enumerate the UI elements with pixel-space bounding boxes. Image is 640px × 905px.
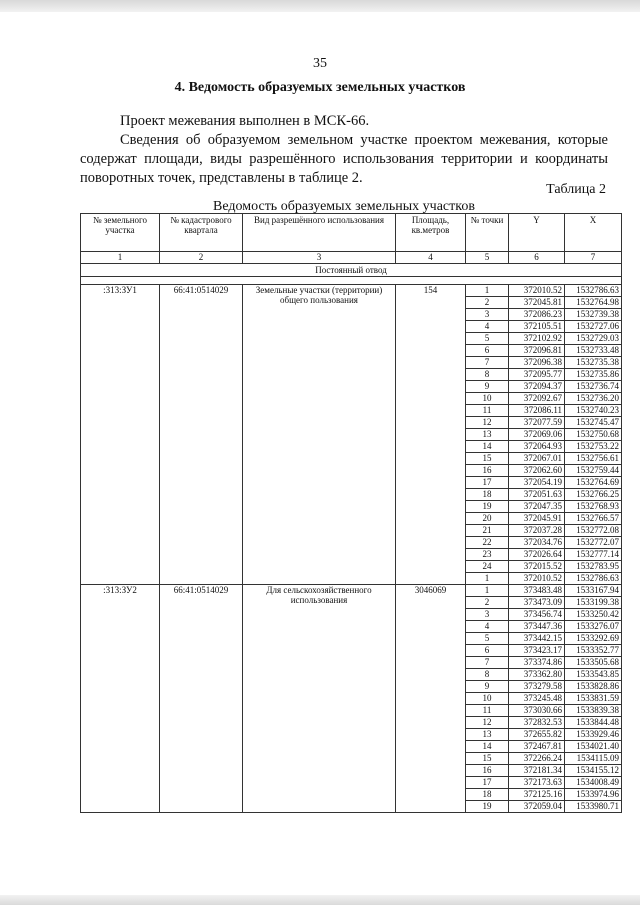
coord-y: 372181.34: [509, 765, 565, 777]
scan-edge-top: [0, 0, 640, 12]
coord-y: 372054.19: [509, 477, 565, 489]
coord-y: 373447.36: [509, 621, 565, 633]
coord-x: 1532736.20: [565, 393, 622, 405]
point-number: 8: [466, 369, 509, 381]
section-title: 4. Ведомость образуемых земельных участков: [174, 80, 466, 95]
point-number: 7: [466, 357, 509, 369]
coord-y: 372059.04: [509, 801, 565, 813]
column-number: 3: [243, 252, 396, 264]
coord-x: 1533352.77: [565, 645, 622, 657]
coord-y: 373245.48: [509, 693, 565, 705]
header-cadastral-quarter: № кадастрового квартала: [160, 214, 243, 252]
coord-x: 1533292.69: [565, 633, 622, 645]
coord-y: 372062.60: [509, 465, 565, 477]
coord-x: 1532750.68: [565, 429, 622, 441]
point-number: 6: [466, 345, 509, 357]
coord-x: 1532727.06: [565, 321, 622, 333]
coord-x: 1534155.12: [565, 765, 622, 777]
permitted-use: Земельные участки (территории) общего пользования: [243, 285, 396, 585]
coord-y: 373374.86: [509, 657, 565, 669]
point-number: 21: [466, 525, 509, 537]
coord-y: 372010.52: [509, 573, 565, 585]
column-number: 5: [466, 252, 509, 264]
coord-y: 372105.51: [509, 321, 565, 333]
coord-y: 372832.53: [509, 717, 565, 729]
coord-x: 1533276.07: [565, 621, 622, 633]
coord-x: 1533831.59: [565, 693, 622, 705]
point-number: 20: [466, 513, 509, 525]
coord-y: 373423.17: [509, 645, 565, 657]
point-number: 14: [466, 441, 509, 453]
coord-x: 1532756.61: [565, 453, 622, 465]
coord-y: 372125.16: [509, 789, 565, 801]
point-number: 10: [466, 393, 509, 405]
paragraph-projection: Проект межевания выполнен в МСК-66.: [120, 113, 370, 129]
coord-y: 372096.81: [509, 345, 565, 357]
point-number: 18: [466, 489, 509, 501]
section-row: [81, 264, 622, 277]
coord-x: 1533929.46: [565, 729, 622, 741]
column-number: 6: [509, 252, 565, 264]
parcel-area: 3046069: [396, 585, 466, 813]
parcels-table: [80, 213, 622, 813]
coord-y: 372045.81: [509, 297, 565, 309]
coord-y: 373362.80: [509, 669, 565, 681]
point-number: 11: [466, 405, 509, 417]
coord-y: 373442.15: [509, 633, 565, 645]
point-number: 13: [466, 729, 509, 741]
point-number: 12: [466, 717, 509, 729]
header-area: Площадь, кв.метров: [396, 214, 466, 252]
coord-y: 373473.09: [509, 597, 565, 609]
coord-x: 1532766.57: [565, 513, 622, 525]
coord-x: 1532768.93: [565, 501, 622, 513]
paragraph-description: Сведения об образуемом земельном участке проектом межевания, которые содержат площади, виды разрешённого использования территории и координаты поворотных точек, представлены в таблице 2.: [80, 132, 608, 186]
table-header-row: [81, 214, 622, 252]
coord-x: 1534115.09: [565, 753, 622, 765]
point-number: 22: [466, 537, 509, 549]
point-number: 1: [466, 585, 509, 597]
point-number: 17: [466, 777, 509, 789]
header-permitted-use: Вид разрешённого использования: [243, 214, 396, 252]
point-number: 19: [466, 501, 509, 513]
coord-y: 372045.91: [509, 513, 565, 525]
coord-y: 372051.63: [509, 489, 565, 501]
coord-x: 1533543.85: [565, 669, 622, 681]
coord-y: 372034.76: [509, 537, 565, 549]
point-number: 4: [466, 621, 509, 633]
coord-x: 1532772.08: [565, 525, 622, 537]
scan-edge-bottom: [0, 895, 640, 905]
coord-x: 1532736.74: [565, 381, 622, 393]
coord-x: 1533839.38: [565, 705, 622, 717]
coord-y: 372037.28: [509, 525, 565, 537]
coord-y: 372015.52: [509, 561, 565, 573]
column-number: 7: [565, 252, 622, 264]
coord-x: 1532786.63: [565, 573, 622, 585]
coord-x: 1532777.14: [565, 549, 622, 561]
point-number: 10: [466, 693, 509, 705]
header-parcel-number: № земельного участка: [81, 214, 160, 252]
coord-x: 1532764.98: [565, 297, 622, 309]
point-number: 15: [466, 453, 509, 465]
coord-y: 372092.67: [509, 393, 565, 405]
point-number: 12: [466, 417, 509, 429]
coord-y: 372086.23: [509, 309, 565, 321]
coord-y: 372173.63: [509, 777, 565, 789]
point-number: 11: [466, 705, 509, 717]
coord-y: 372047.35: [509, 501, 565, 513]
point-number: 3: [466, 609, 509, 621]
coord-x: 1533167.94: [565, 585, 622, 597]
spacer-row: [81, 277, 622, 285]
coord-x: 1533828.86: [565, 681, 622, 693]
coord-x: 1532739.38: [565, 309, 622, 321]
coord-y: 372266.24: [509, 753, 565, 765]
header-y: Y: [509, 214, 565, 252]
coord-y: 372467.81: [509, 741, 565, 753]
coord-x: 1532783.95: [565, 561, 622, 573]
table-row: [81, 585, 622, 597]
coord-y: 372094.37: [509, 381, 565, 393]
page-number: 35: [313, 56, 327, 71]
point-number: 7: [466, 657, 509, 669]
table-row: [81, 285, 622, 297]
coord-x: 1532745.47: [565, 417, 622, 429]
point-number: 18: [466, 789, 509, 801]
point-number: 6: [466, 645, 509, 657]
coord-y: 372096.38: [509, 357, 565, 369]
coord-y: 372095.77: [509, 369, 565, 381]
point-number: 5: [466, 333, 509, 345]
coord-x: 1533505.68: [565, 657, 622, 669]
coord-y: 372067.01: [509, 453, 565, 465]
coord-x: 1532733.48: [565, 345, 622, 357]
coord-y: 372026.64: [509, 549, 565, 561]
coord-y: 372077.59: [509, 417, 565, 429]
coord-x: 1534008.49: [565, 777, 622, 789]
point-number: 5: [466, 633, 509, 645]
coord-y: 373483.48: [509, 585, 565, 597]
point-number: 2: [466, 297, 509, 309]
point-number: 9: [466, 381, 509, 393]
point-number: 1: [466, 285, 509, 297]
section-label: Постоянный отвод: [81, 264, 622, 277]
column-number: 4: [396, 252, 466, 264]
point-number: 19: [466, 801, 509, 813]
table-title: Ведомость образуемых земельных участков: [213, 199, 475, 214]
point-number: 9: [466, 681, 509, 693]
cadastral-quarter: 66:41:0514029: [160, 585, 243, 813]
parcel-id: :313:ЗУ2: [81, 585, 160, 813]
coord-y: 372010.52: [509, 285, 565, 297]
point-number: 24: [466, 561, 509, 573]
table-label: Таблица 2: [546, 182, 606, 197]
point-number: 3: [466, 309, 509, 321]
coord-y: 372655.82: [509, 729, 565, 741]
coord-x: 1532753.22: [565, 441, 622, 453]
permitted-use: Для сельскохозяйственного использования: [243, 585, 396, 813]
point-number: 23: [466, 549, 509, 561]
coord-x: 1532735.38: [565, 357, 622, 369]
coord-x: 1532759.44: [565, 465, 622, 477]
column-number: 2: [160, 252, 243, 264]
point-number: 16: [466, 765, 509, 777]
point-number: 2: [466, 597, 509, 609]
cadastral-quarter: 66:41:0514029: [160, 285, 243, 585]
point-number: 15: [466, 753, 509, 765]
column-number: 1: [81, 252, 160, 264]
coord-y: 372069.06: [509, 429, 565, 441]
coord-x: 1533980.71: [565, 801, 622, 813]
header-point-number: № точки: [466, 214, 509, 252]
column-number-row: [81, 252, 622, 264]
coord-y: 372102.92: [509, 333, 565, 345]
coord-y: 373030.66: [509, 705, 565, 717]
coord-y: 373456.74: [509, 609, 565, 621]
coord-x: 1533974.96: [565, 789, 622, 801]
coord-y: 372086.11: [509, 405, 565, 417]
coord-x: 1532729.03: [565, 333, 622, 345]
coord-x: 1533250.42: [565, 609, 622, 621]
parcel-area: 154: [396, 285, 466, 585]
coord-x: 1532786.63: [565, 285, 622, 297]
coord-x: 1534021.40: [565, 741, 622, 753]
point-number: 8: [466, 669, 509, 681]
parcels-table-body: [81, 285, 622, 813]
coord-y: 372064.93: [509, 441, 565, 453]
point-number: 16: [466, 465, 509, 477]
point-number: 13: [466, 429, 509, 441]
header-x: X: [565, 214, 622, 252]
coord-x: 1532735.86: [565, 369, 622, 381]
point-number: 14: [466, 741, 509, 753]
coord-x: 1533199.38: [565, 597, 622, 609]
coord-y: 373279.58: [509, 681, 565, 693]
coord-x: 1532764.69: [565, 477, 622, 489]
coord-x: 1533844.48: [565, 717, 622, 729]
coord-x: 1532772.07: [565, 537, 622, 549]
point-number: 17: [466, 477, 509, 489]
parcel-id: :313:ЗУ1: [81, 285, 160, 585]
point-number: 4: [466, 321, 509, 333]
coord-x: 1532766.25: [565, 489, 622, 501]
point-number: 1: [466, 573, 509, 585]
coord-x: 1532740.23: [565, 405, 622, 417]
